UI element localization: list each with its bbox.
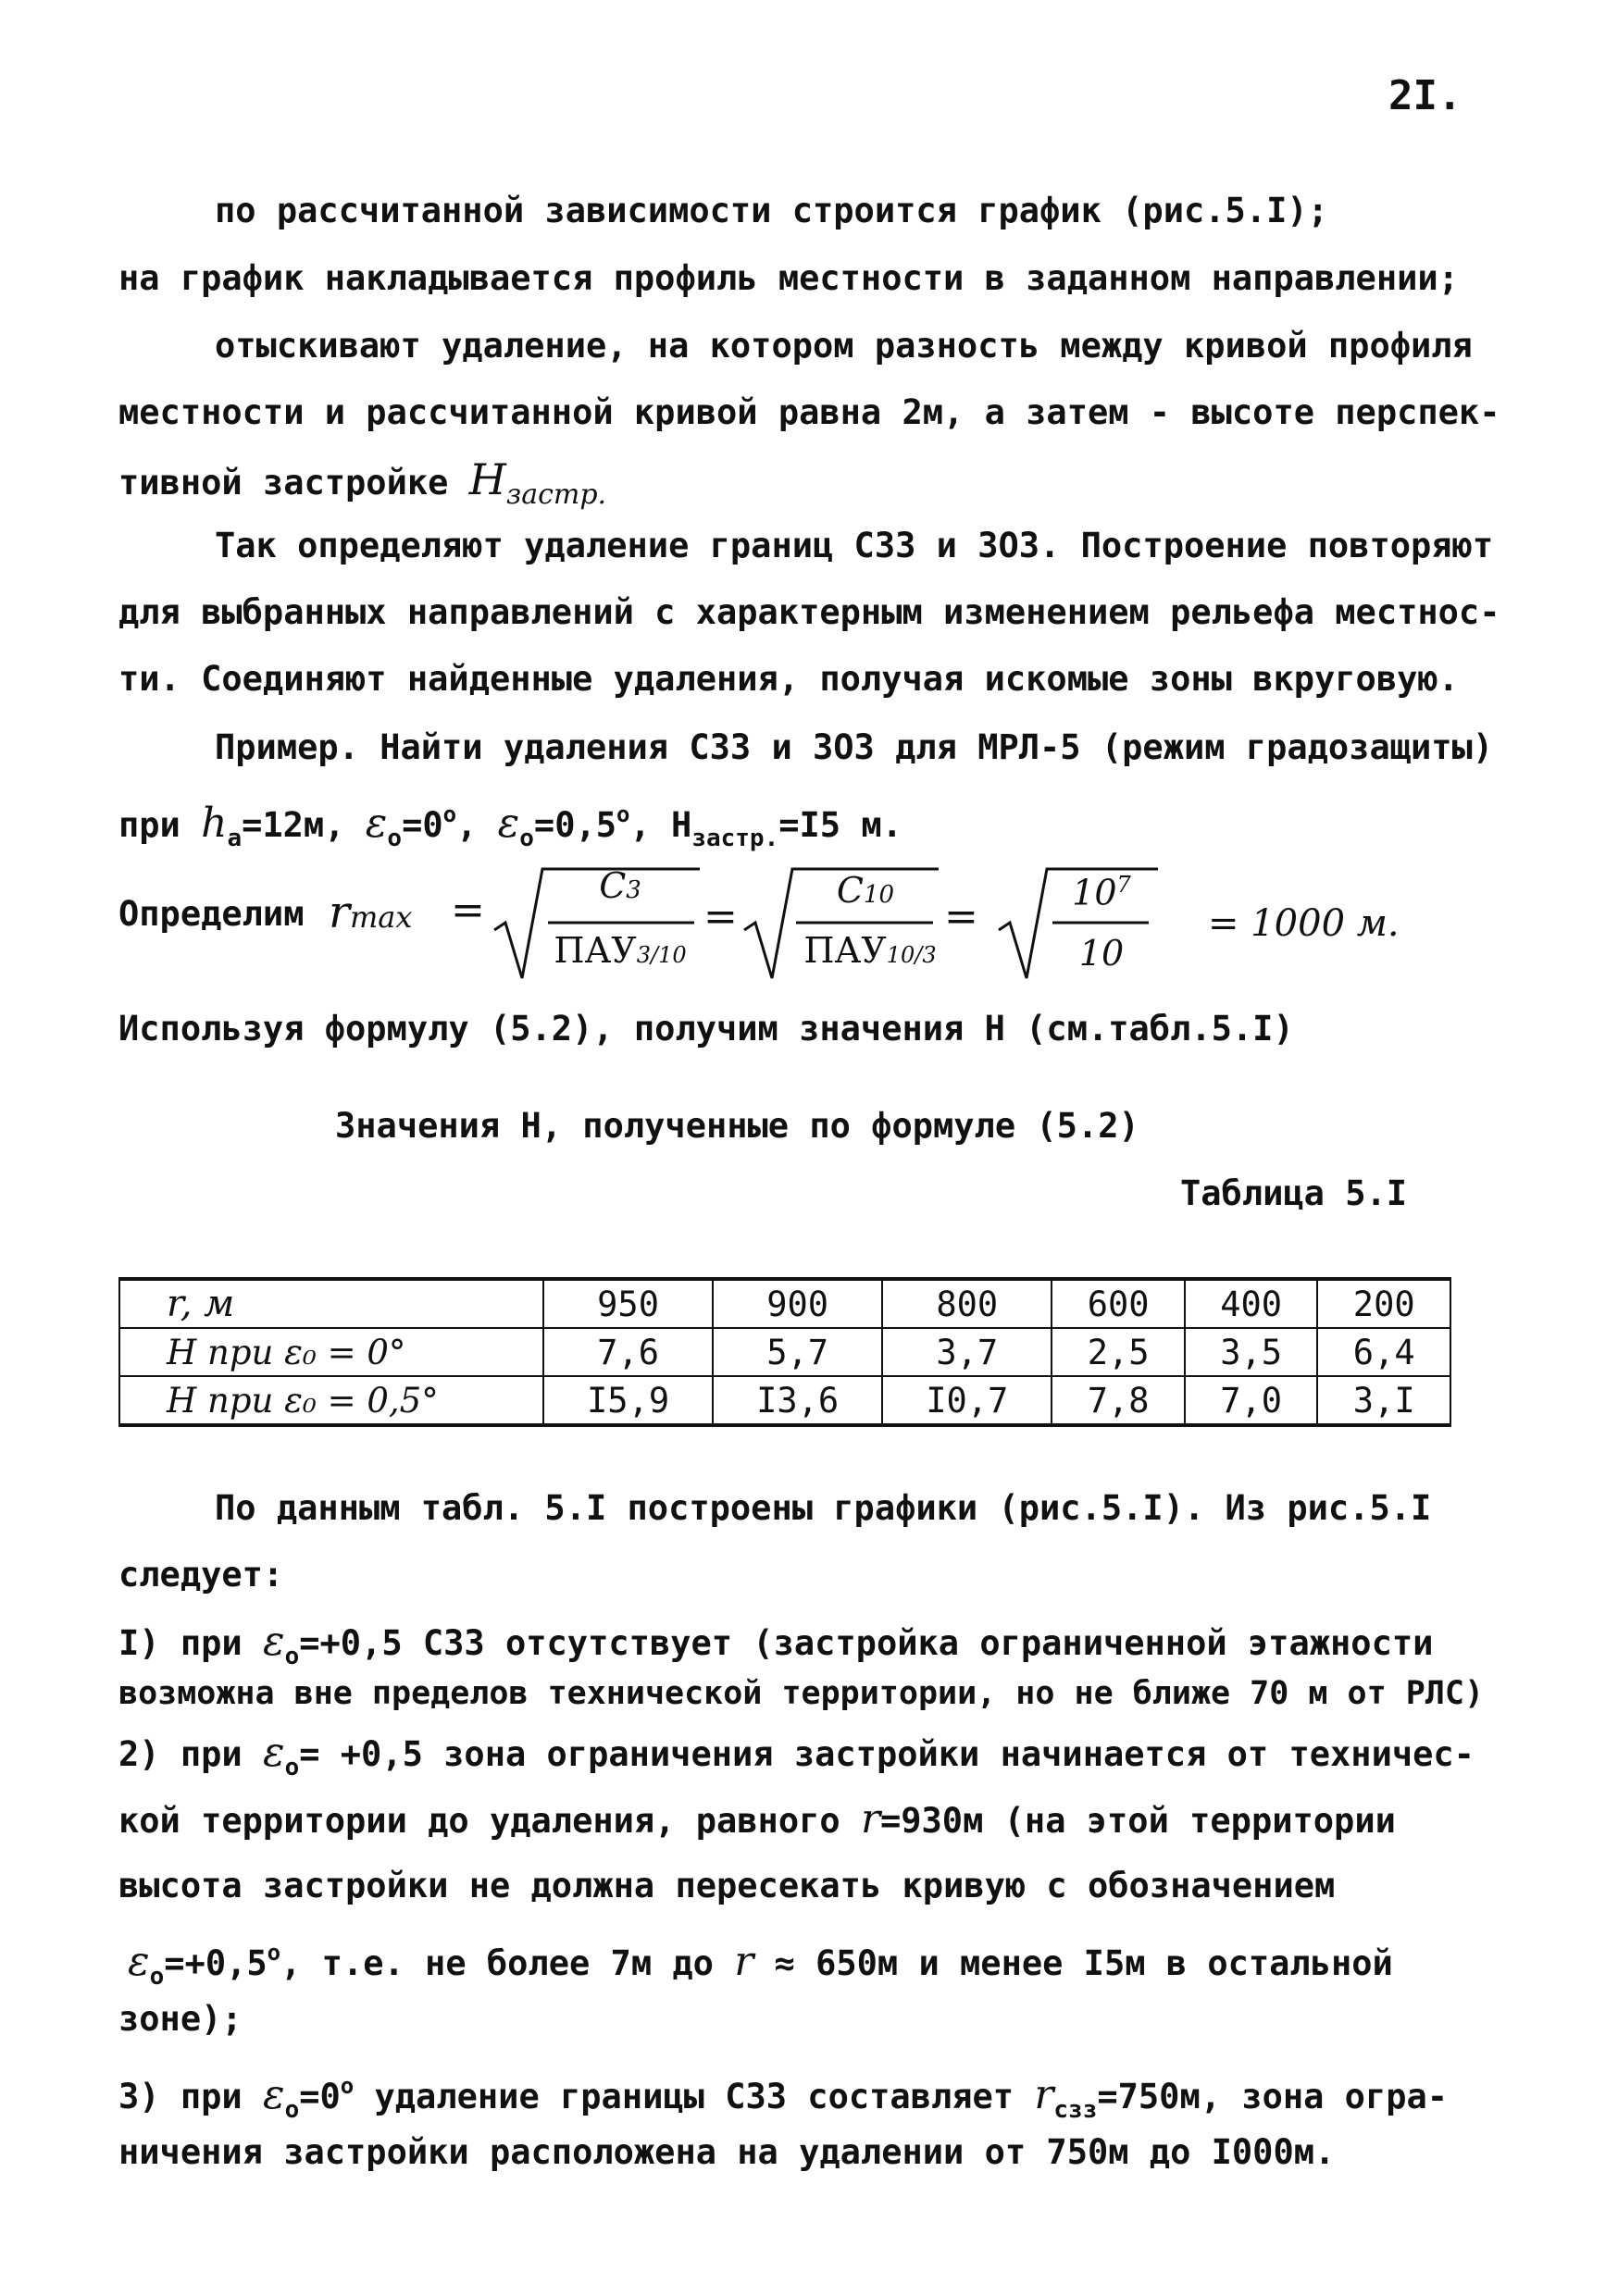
table-cell: 5,7 [713, 1328, 882, 1376]
table-cell: 3,7 [882, 1328, 1052, 1376]
handwritten-symbol: Н [468, 454, 506, 504]
text-fragment: 3) при [118, 2077, 243, 2116]
formula-result: = 1000 м. [1208, 902, 1400, 945]
table-cell: I3,6 [713, 1376, 882, 1425]
table-caption: Значения Н, полученные по формуле (5.2) [335, 1106, 1139, 1146]
header-cell: 950 [543, 1279, 713, 1328]
fraction-denominator: ПАУ10/3 [803, 930, 937, 971]
table-label: Таблица 5.I [1180, 1173, 1408, 1213]
fraction-numerator: C10 [836, 870, 895, 911]
text-fragment: =750м, зона огра- [1097, 2077, 1449, 2116]
table-cell: 6,4 [1317, 1328, 1450, 1376]
text-line: на график накладывается профиль местности в заданном направлении; [118, 258, 1459, 298]
handwritten-symbol: ε [128, 1938, 150, 1985]
subscript: a [227, 825, 243, 852]
formula-equals: = [451, 887, 485, 934]
text-fragment: при [118, 805, 180, 845]
formula-equals: = [944, 893, 978, 940]
fraction-denominator: 10 [1078, 933, 1125, 974]
table-cell: I5,9 [543, 1376, 713, 1425]
text-fragment: =+0,5 [164, 1943, 268, 1983]
table-row [119, 1328, 1450, 1376]
text-fragment: 2) при [118, 1734, 243, 1774]
header-cell: 200 [1317, 1279, 1450, 1328]
header-cell: 400 [1185, 1279, 1318, 1328]
text-line: по рассчитанной зависимости строится график (рис.5.I); [215, 191, 1328, 230]
superscript: o [442, 801, 457, 827]
text-fragment: кой территории до удаления, равного [118, 1801, 840, 1841]
text-line: По данным табл. 5.I построены графики (рис.5.I). Из рис.5.I [215, 1488, 1432, 1528]
text-fragment: , Н [629, 805, 692, 845]
handwritten-symbol: h [201, 800, 228, 847]
header-cell: 600 [1052, 1279, 1185, 1328]
text-line [118, 1729, 1475, 1788]
text-line: ничения застройки расположена на удалении от 750м до I000м. [118, 2132, 1336, 2172]
text-fragment: =0,5 [533, 805, 617, 845]
table-header-row [119, 1279, 1450, 1328]
handwritten-subscript: застр. [505, 478, 607, 511]
text-fragment: =0 [299, 2077, 341, 2116]
table-cell: 7,0 [1185, 1376, 1318, 1425]
text-line: зоне); [118, 1999, 243, 2039]
subscript: сзз [1053, 2096, 1098, 2124]
text-line: следует: [118, 1555, 284, 1595]
data-table [118, 1277, 1451, 1427]
table-cell: 7,6 [543, 1328, 713, 1376]
subscript: o [149, 1963, 165, 1991]
table-row [119, 1376, 1450, 1425]
text-line [128, 1932, 1393, 1997]
text-fragment: удаление границы СЗЗ составляет [354, 2077, 1014, 2116]
superscript: o [267, 1940, 281, 1966]
text-fragment: =+0,5 СЗЗ отсутствует (застройка ограниченной этажности [299, 1623, 1434, 1663]
text-line: для выбранных направлений с характерным изменением рельефа местнос- [118, 592, 1500, 632]
subscript: o [284, 1643, 300, 1670]
table-cell: 7,8 [1052, 1376, 1185, 1425]
subscript: o [284, 1754, 300, 1781]
text-fragment: , [456, 805, 478, 845]
text-fragment: =12м, [242, 805, 345, 845]
handwritten-symbol: ε [262, 1618, 285, 1665]
subscript: застр. [691, 825, 779, 852]
handwritten-symbol: ε [262, 1729, 285, 1776]
fraction-numerator: C3 [599, 865, 641, 906]
header-cell: 800 [882, 1279, 1052, 1328]
text-line: отыскивают удаление, на котором разность между кривой профиля [215, 326, 1473, 366]
text-line [118, 454, 607, 515]
table-cell: 2,5 [1052, 1328, 1185, 1376]
header-label: r, м [119, 1279, 543, 1328]
superscript: o [340, 2073, 355, 2099]
text-fragment: ≈ 650м и менее I5м в остальной [774, 1943, 1393, 1983]
text-fragment: =0 [402, 805, 443, 845]
text-line [118, 1618, 1434, 1677]
text-fragment: I) при [118, 1623, 243, 1663]
text-line: ти. Соединяют найденные удаления, получая искомые зоны вкруговую. [118, 659, 1459, 699]
formula-lhs: rmax [329, 887, 413, 938]
table-cell: I0,7 [882, 1376, 1052, 1425]
text-fragment: , т.е. не более 7м до [280, 1943, 714, 1983]
superscript: o [616, 801, 630, 827]
subscript: o [519, 825, 534, 852]
text-fragment: =930м (на этой территории [879, 1801, 1396, 1841]
text-line [118, 2066, 1448, 2130]
table-cell: 3,5 [1185, 1328, 1318, 1376]
formula-equals: = [703, 893, 738, 940]
handwritten-symbol: ε [365, 800, 388, 847]
subscript: o [387, 825, 403, 852]
fraction-numerator: $10^7$ [1072, 872, 1131, 913]
text-line: Определим [118, 894, 305, 934]
row-label: H при ε₀ = 0° [119, 1328, 543, 1376]
text-line [118, 1795, 1396, 1843]
text-fragment: = +0,5 зона ограничения застройки начинается от техничес- [299, 1734, 1475, 1774]
text-line: возможна вне пределов технической территории, но не ближе 70 м от РЛС) [118, 1675, 1485, 1712]
text-fragment: тивной застройке [118, 463, 449, 503]
text-line: местности и рассчитанной кривой равна 2м, а затем - высоте перспек- [118, 392, 1500, 432]
text-fragment: =I5 м. [778, 805, 902, 845]
text-line: Пример. Найти удаления СЗЗ и ЗОЗ для МРЛ-5 (режим градозащиты) [215, 727, 1494, 767]
text-line: высота застройки не должна пересекать кривую с обозначением [118, 1866, 1336, 1905]
text-line [118, 794, 902, 859]
handwritten-symbol: ε [262, 2071, 285, 2118]
page-number: 2I. [1388, 72, 1462, 119]
handwritten-symbol: r [860, 1795, 880, 1843]
text-line: Так определяют удаление границ СЗЗ и ЗОЗ. Построение повторяют [215, 526, 1494, 565]
handwritten-symbol: ε [497, 800, 520, 847]
header-cell: 900 [713, 1279, 882, 1328]
table-cell: 3,I [1317, 1376, 1450, 1425]
handwritten-symbol: r [734, 1938, 754, 1985]
handwritten-symbol: r [1034, 2071, 1054, 2118]
row-label: H при ε₀ = 0,5° [119, 1376, 543, 1425]
fraction-denominator: ПАУ3/10 [554, 930, 687, 971]
text-line: Используя формулу (5.2), получим значения Н (см.табл.5.I) [118, 1009, 1294, 1049]
subscript: o [284, 2096, 300, 2124]
